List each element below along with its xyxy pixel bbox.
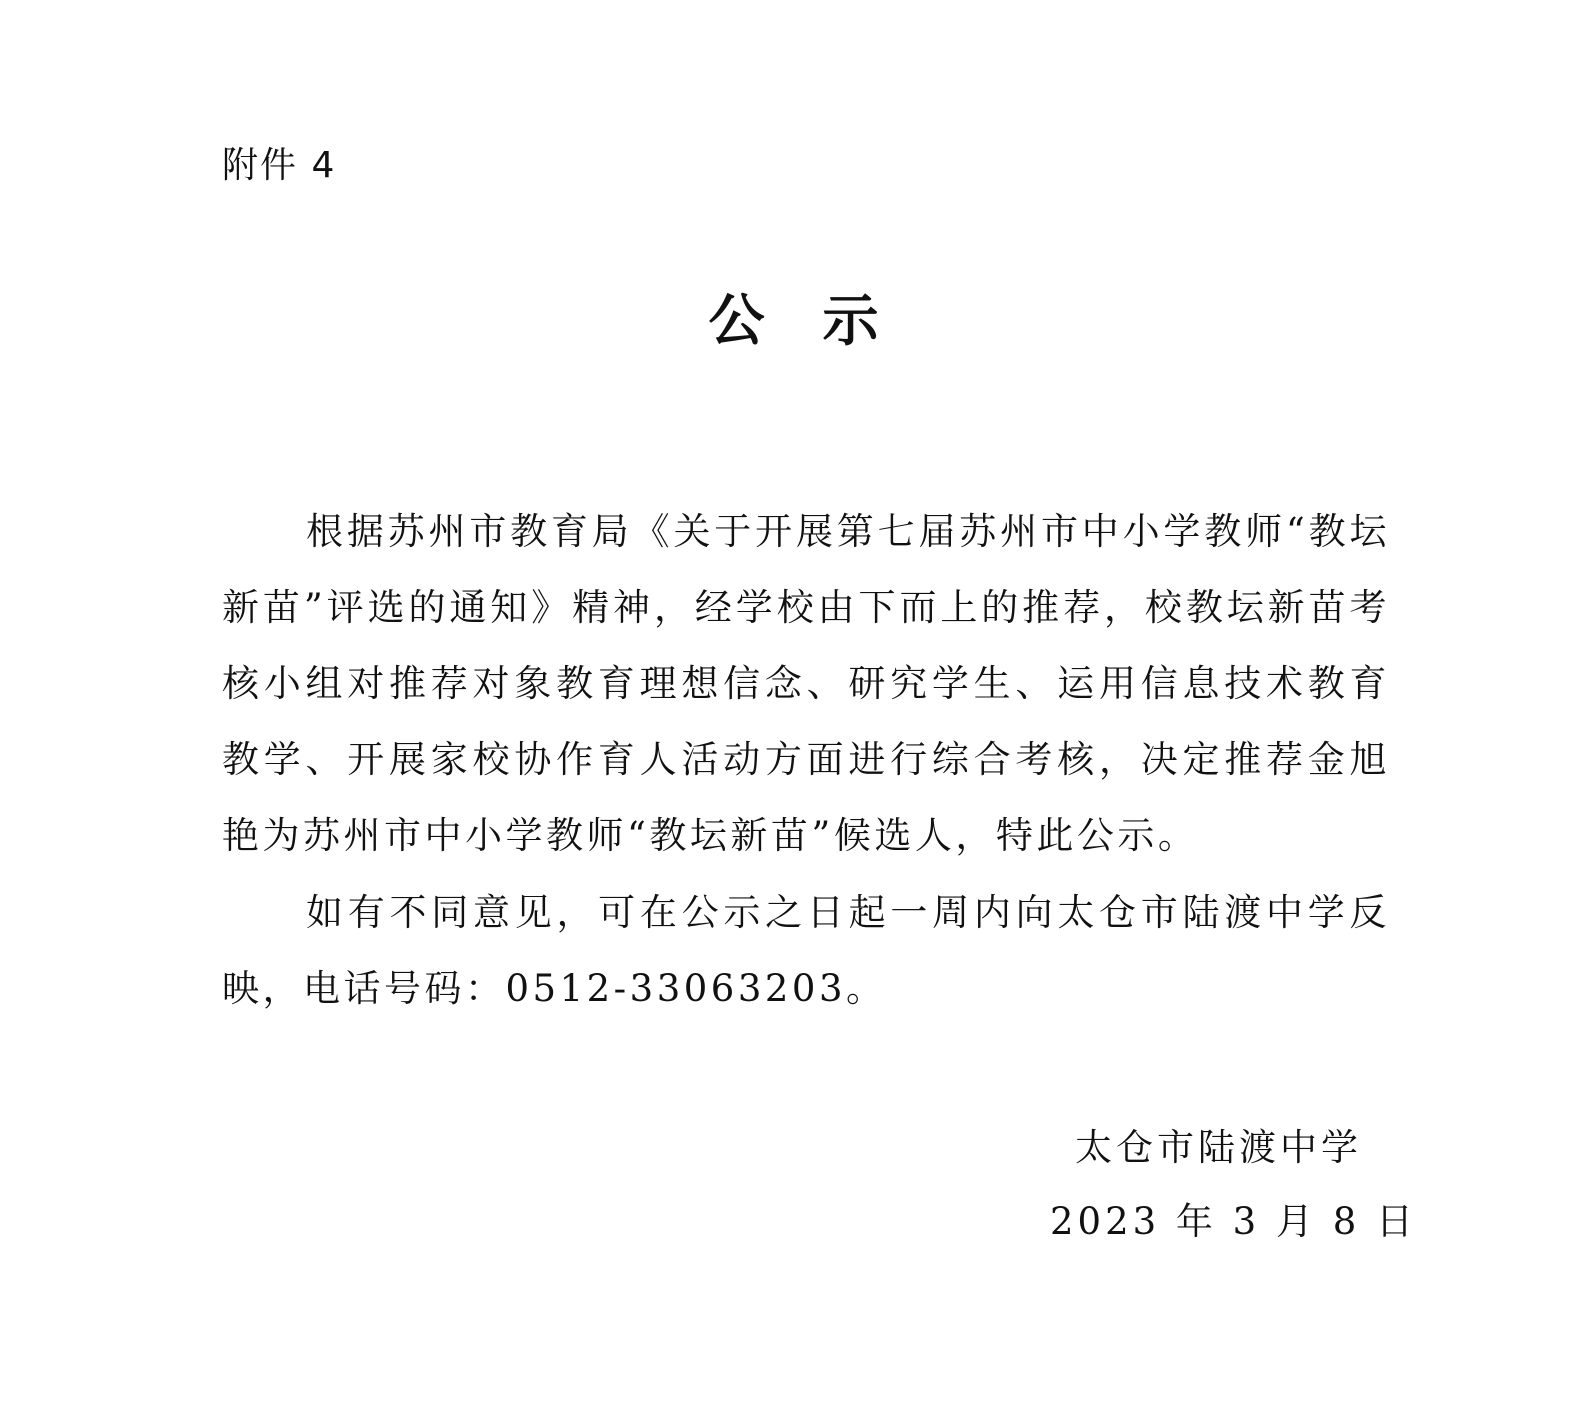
page-title: 公示 (708, 289, 937, 354)
body-paragraph-1: 根据苏州市教育局《关于开展第七届苏州市中小学教师“教坛新苗”评选的通知》精神，经学校由下而上的推荐，校教坛新苗考核小组对推荐对象教育理想信念、研究学生、运用信息技术教育教学、开展家校协作育人活动方面进行综合考核，决定推荐金旭艳为苏州市中小学教师“教坛新苗”候选人，特此公示。 (222, 510, 1390, 857)
signature-organization: 太仓市陆渡中学 (1075, 1126, 1362, 1169)
attachment-label: 附件 4 (222, 145, 337, 186)
body-paragraph-2: 如有不同意见，可在公示之日起一周内向太仓市陆渡中学反映，电话号码：0512-33063203。 (222, 891, 1390, 1010)
signature-date: 2023 年 3 月 8 日 (1050, 1200, 1418, 1243)
